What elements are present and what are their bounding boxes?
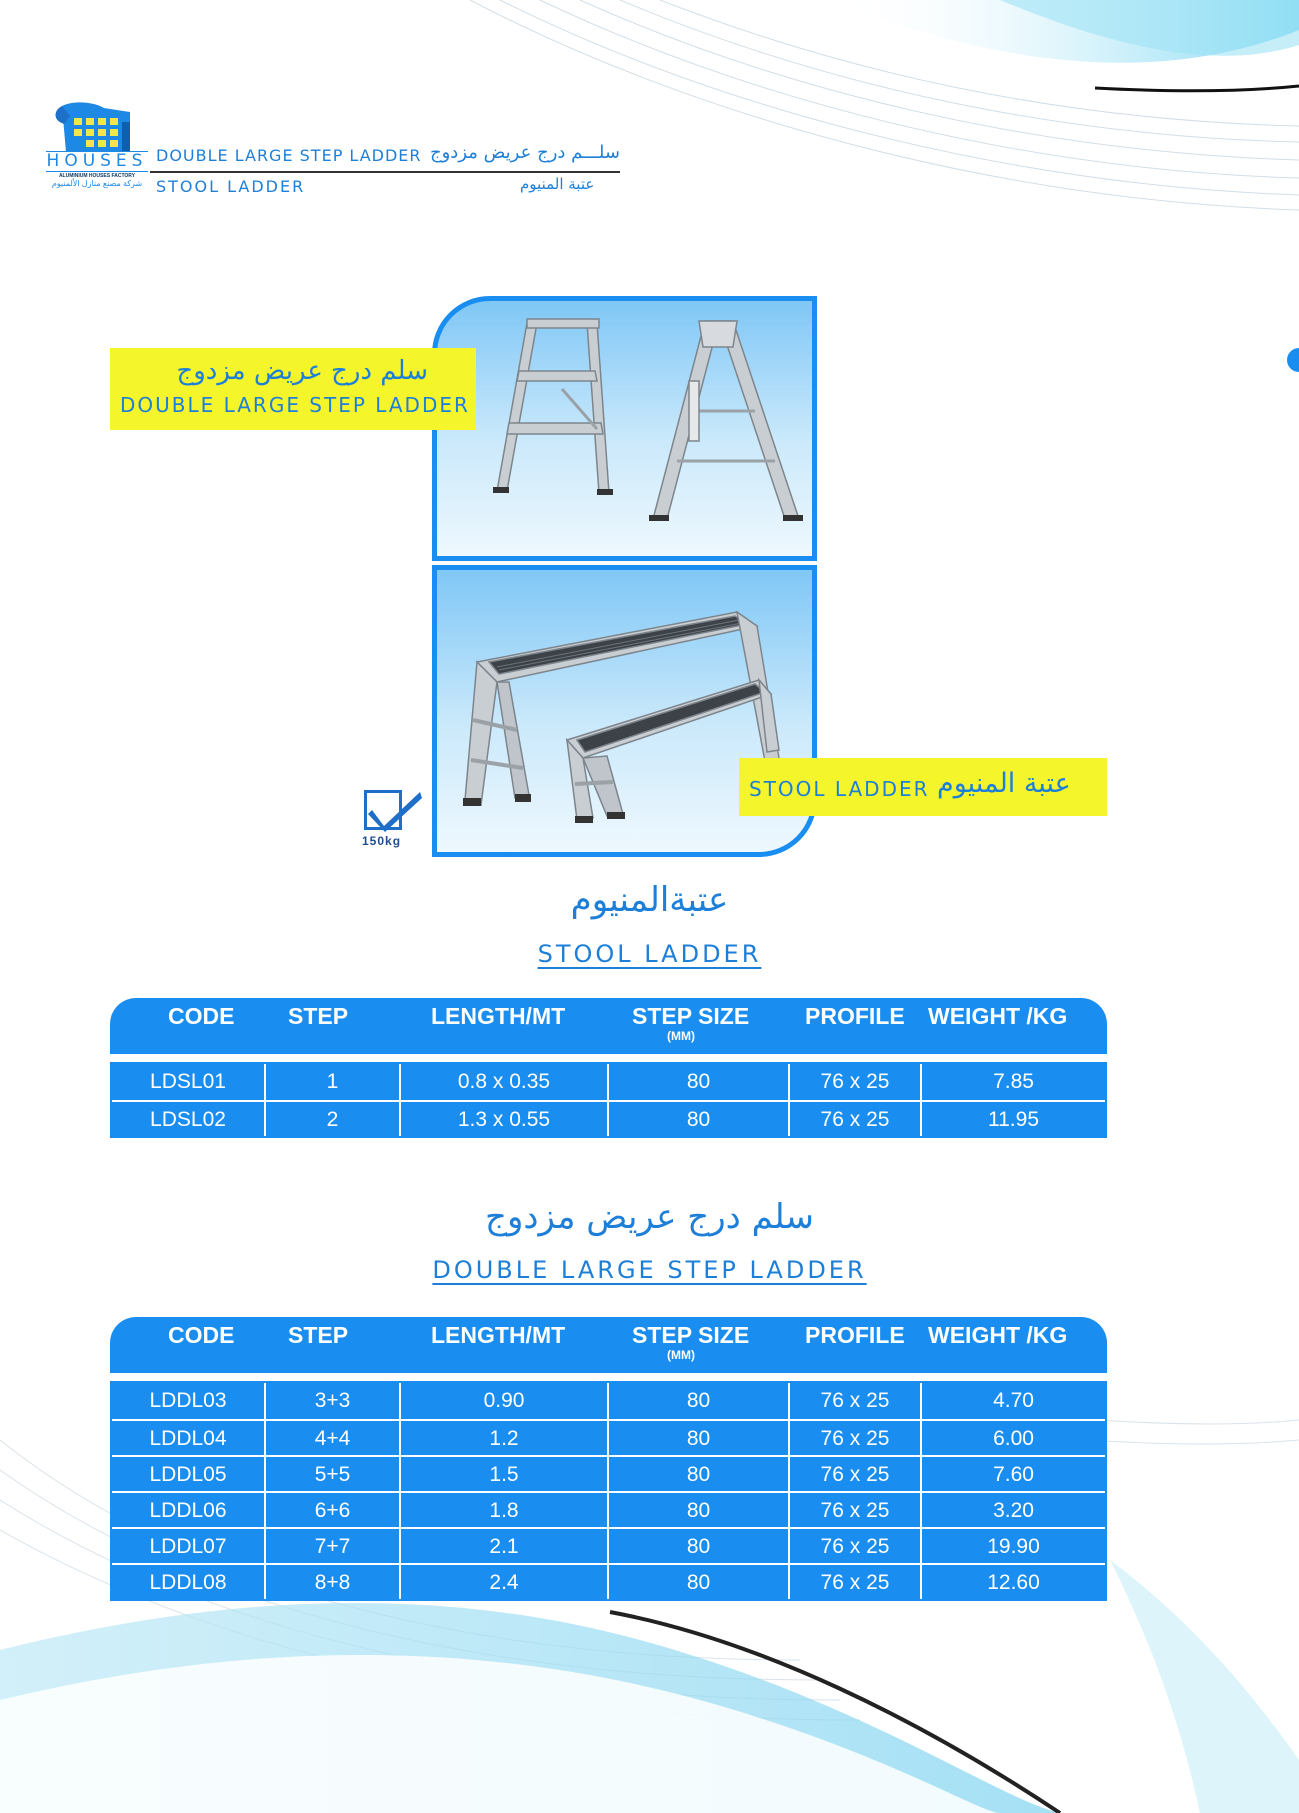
header-title-en: DOUBLE LARGE STEP LADDER xyxy=(156,146,422,165)
cell-step-size: 80 xyxy=(607,1383,788,1419)
ladder-table-header xyxy=(110,1317,1107,1373)
col-header-length: LENGTH/MT xyxy=(431,1322,566,1348)
double-ladder-tag-ar: سلم درج عريض مزدوج xyxy=(176,356,428,386)
header-subtitle-ar: عتبة المنيوم xyxy=(520,175,595,193)
ladder-spec-table xyxy=(110,1317,1107,1601)
logo-subtitle: ALUMINIUM HOUSES FACTORY xyxy=(58,173,136,179)
col-header-profile: PROFILE xyxy=(805,1322,905,1348)
cell-profile: 76 x 25 xyxy=(788,1064,920,1100)
table-row xyxy=(112,1455,1105,1491)
stool-section-title-en-text: STOOL LADDER xyxy=(537,940,762,968)
cell-length: 2.4 xyxy=(399,1565,607,1599)
header-divider xyxy=(150,171,620,173)
cell-code: LDSL01 xyxy=(150,1070,226,1093)
cell-step-size: 80 xyxy=(607,1421,788,1455)
cell-profile: 76 x 25 xyxy=(788,1565,920,1599)
cell-length: 0.90 xyxy=(399,1383,607,1419)
stool-section-title-en xyxy=(0,940,1299,968)
stool-ladder-tag-en: STOOL LADDER xyxy=(749,777,930,801)
stool-table-body xyxy=(110,1062,1107,1138)
cell-weight: 7.85 xyxy=(920,1064,1105,1100)
cell-length: 0.8 x 0.35 xyxy=(399,1064,607,1100)
double-ladder-tag xyxy=(110,348,476,430)
cell-weight: 6.00 xyxy=(920,1421,1105,1455)
col-header-step: STEP xyxy=(288,1003,349,1029)
cell-code: LDDL03 xyxy=(149,1389,227,1412)
cell-weight: 4.70 xyxy=(920,1383,1105,1419)
table-row xyxy=(112,1563,1105,1599)
col-header-length: LENGTH/MT xyxy=(431,1003,566,1029)
building-logo-icon xyxy=(44,98,150,154)
cell-step-size: 80 xyxy=(607,1529,788,1563)
table-row xyxy=(112,1064,1105,1100)
double-ladder-tag-en: DOUBLE LARGE STEP LADDER xyxy=(120,393,470,417)
stool-section-title-ar: عتبةالمنيوم xyxy=(570,880,729,920)
header-title-ar: سلـــم درج عريض مزدوج xyxy=(430,142,620,163)
cell-step-size: 80 xyxy=(607,1493,788,1527)
ladder-table-body xyxy=(110,1381,1107,1601)
col-header-step-size: STEP SIZE xyxy=(632,1322,750,1348)
header-subtitle-en: STOOL LADDER xyxy=(156,177,306,196)
logo-name: HOUSES xyxy=(46,151,148,171)
step-ladder-illustration xyxy=(437,301,812,556)
table-row xyxy=(112,1419,1105,1455)
cell-step-size: 80 xyxy=(607,1102,788,1136)
cell-length: 1.8 xyxy=(399,1493,607,1527)
cell-profile: 76 x 25 xyxy=(788,1529,920,1563)
cell-code: LDSL02 xyxy=(150,1108,226,1131)
load-capacity-badge xyxy=(362,790,428,856)
table-row xyxy=(112,1383,1105,1419)
cell-step: 2 xyxy=(264,1102,399,1136)
stool-ladder-tag-ar: عتبة المنيوم xyxy=(937,768,1071,799)
table-row xyxy=(112,1100,1105,1136)
load-capacity-label: 150kg xyxy=(362,834,402,848)
cell-step-size: 80 xyxy=(607,1565,788,1599)
cell-profile: 76 x 25 xyxy=(788,1457,920,1491)
cell-step: 1 xyxy=(264,1064,399,1100)
cell-weight: 7.60 xyxy=(920,1457,1105,1491)
cell-step: 3+3 xyxy=(264,1383,399,1419)
cell-code: LDDL05 xyxy=(149,1463,227,1486)
cell-step: 6+6 xyxy=(264,1493,399,1527)
col-header-step-size: STEP SIZE xyxy=(632,1003,750,1029)
cell-code: LDDL04 xyxy=(149,1427,227,1450)
col-header-weight: WEIGHT /KG xyxy=(928,1322,1068,1348)
table-row xyxy=(112,1527,1105,1563)
cell-weight: 11.95 xyxy=(920,1102,1105,1136)
col-header-code: CODE xyxy=(168,1003,235,1029)
ladder-section-title-en-text: DOUBLE LARGE STEP LADDER xyxy=(432,1256,867,1284)
cell-step: 7+7 xyxy=(264,1529,399,1563)
cell-profile: 76 x 25 xyxy=(788,1383,920,1419)
stool-ladder-tag xyxy=(739,758,1107,816)
cell-profile: 76 x 25 xyxy=(788,1102,920,1136)
cell-step: 8+8 xyxy=(264,1565,399,1599)
cell-weight: 12.60 xyxy=(920,1565,1105,1599)
col-header-code: CODE xyxy=(168,1322,235,1348)
stool-table-header xyxy=(110,998,1107,1054)
col-header-unit-note: (MM) xyxy=(667,1029,695,1043)
company-logo xyxy=(44,98,150,194)
cell-step: 4+4 xyxy=(264,1421,399,1455)
checkmark-icon xyxy=(362,790,428,834)
col-header-step: STEP xyxy=(288,1322,349,1348)
stool-spec-table xyxy=(110,998,1107,1138)
col-header-profile: PROFILE xyxy=(805,1003,905,1029)
cell-step: 5+5 xyxy=(264,1457,399,1491)
col-header-unit-note: (MM) xyxy=(667,1348,695,1362)
cell-code: LDDL06 xyxy=(149,1499,227,1522)
ladder-section-title-en xyxy=(0,1256,1299,1284)
table-row xyxy=(112,1491,1105,1527)
cell-code: LDDL08 xyxy=(149,1571,227,1594)
cell-weight: 3.20 xyxy=(920,1493,1105,1527)
cell-code: LDDL07 xyxy=(149,1535,227,1558)
cell-step-size: 80 xyxy=(607,1064,788,1100)
cell-weight: 19.90 xyxy=(920,1529,1105,1563)
ladder-section-title-ar: سلم درج عريض مزدوج xyxy=(485,1197,814,1237)
cell-length: 1.2 xyxy=(399,1421,607,1455)
cell-profile: 76 x 25 xyxy=(788,1421,920,1455)
cell-length: 2.1 xyxy=(399,1529,607,1563)
cell-step-size: 80 xyxy=(607,1457,788,1491)
cell-length: 1.3 x 0.55 xyxy=(399,1102,607,1136)
cell-length: 1.5 xyxy=(399,1457,607,1491)
col-header-weight: WEIGHT /KG xyxy=(928,1003,1068,1029)
cell-profile: 76 x 25 xyxy=(788,1493,920,1527)
logo-arabic-name: شركة مصنع منازل الألمنيوم xyxy=(51,179,143,188)
step-ladder-photo xyxy=(432,296,817,561)
